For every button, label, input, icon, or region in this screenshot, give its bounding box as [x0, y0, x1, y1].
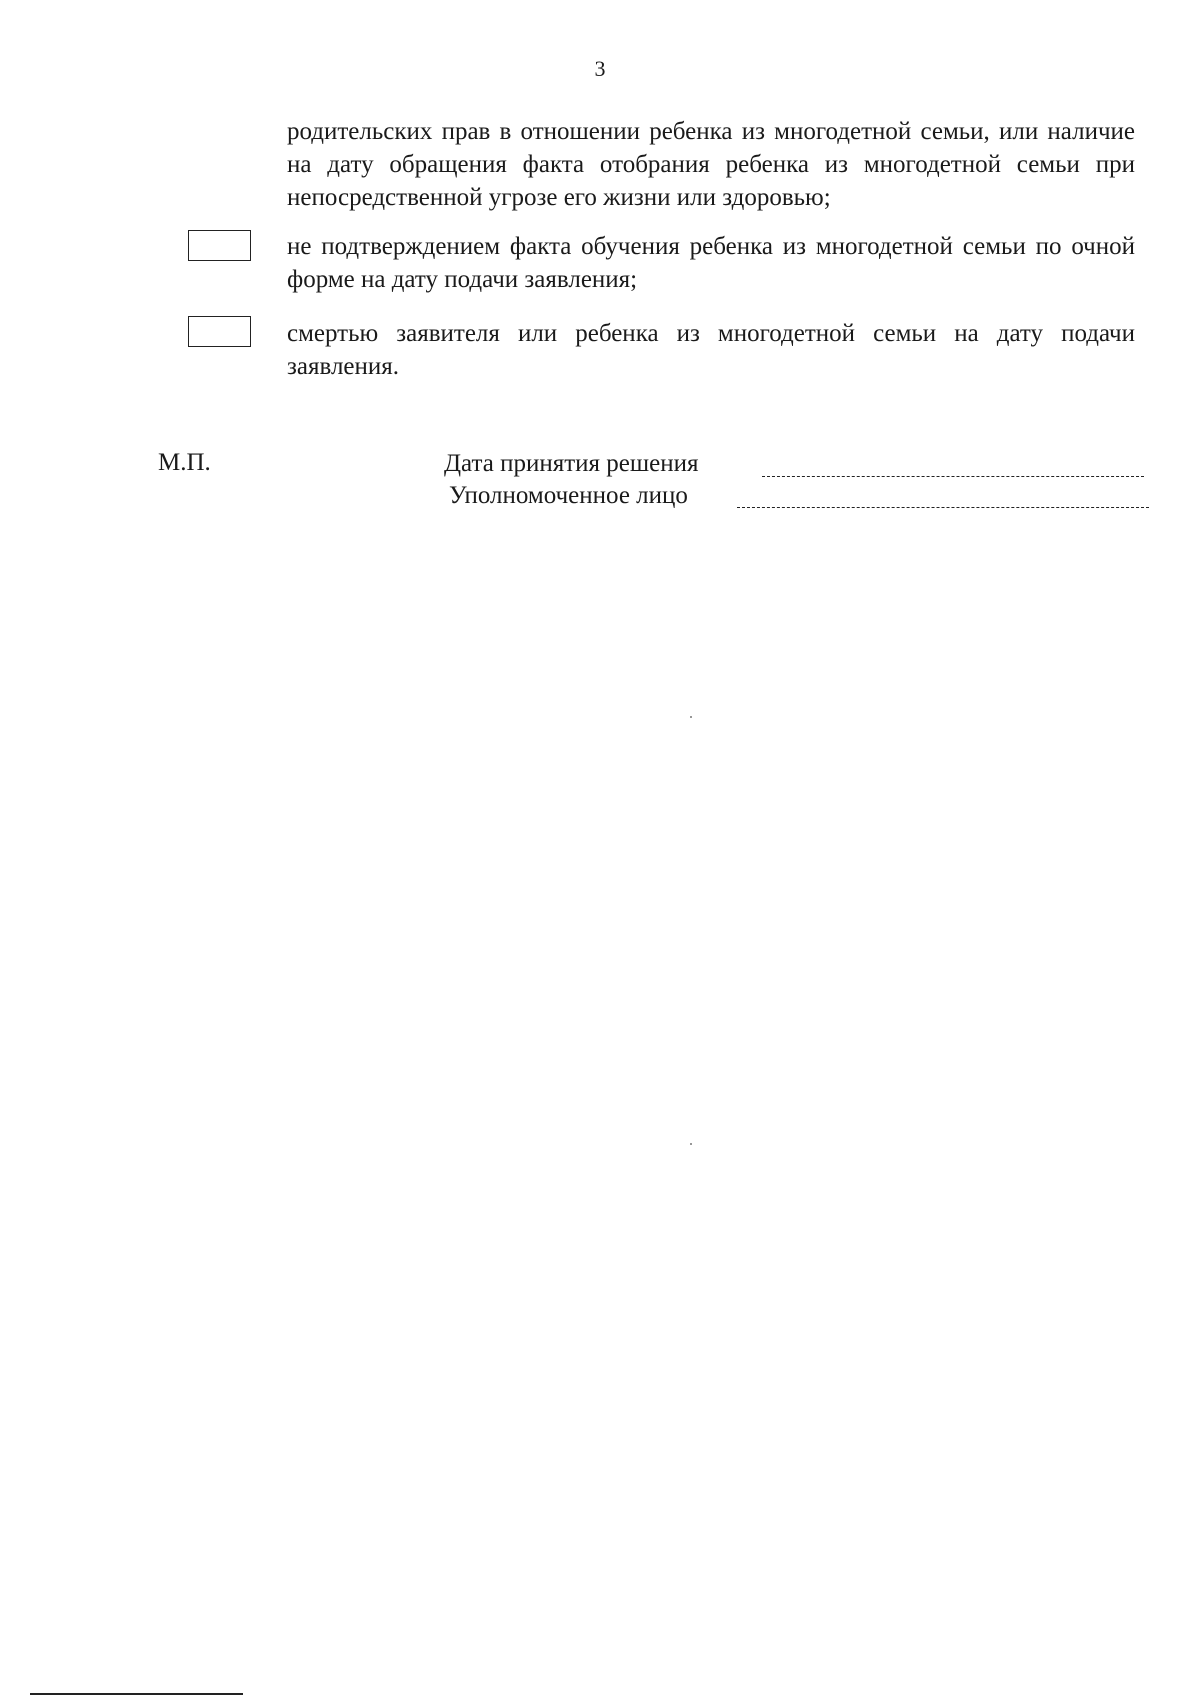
footnote-rule — [30, 1693, 243, 1695]
checkbox-option-1[interactable] — [188, 230, 251, 261]
stamp-label: М.П. — [158, 449, 211, 476]
decision-date-label: Дата принятия решения — [444, 450, 699, 477]
option-1-text: не подтверждением факта обучения ребенка из многодетной семьи по очной форме на дату подачи заявления; — [287, 233, 1135, 293]
decision-date-line[interactable] — [762, 476, 1144, 477]
continuation-paragraph: родительских прав в отношении ребенка из многодетной семьи, или наличие на дату обращения факта отобрания ребенка из многодетной семьи при непосредственной угрозе его жизни или здоровью; — [287, 118, 1135, 211]
authorized-person-line[interactable] — [737, 507, 1149, 508]
authorized-person-label: Уполномоченное лицо — [449, 482, 688, 509]
scan-speck — [690, 1143, 692, 1145]
option-2-text: смертью заявителя или ребенка из многодетной семьи на дату подачи заявления. — [287, 320, 1135, 380]
checkbox-option-2[interactable] — [188, 316, 251, 347]
page-number: 3 — [594, 56, 606, 81]
scan-speck — [690, 716, 692, 718]
